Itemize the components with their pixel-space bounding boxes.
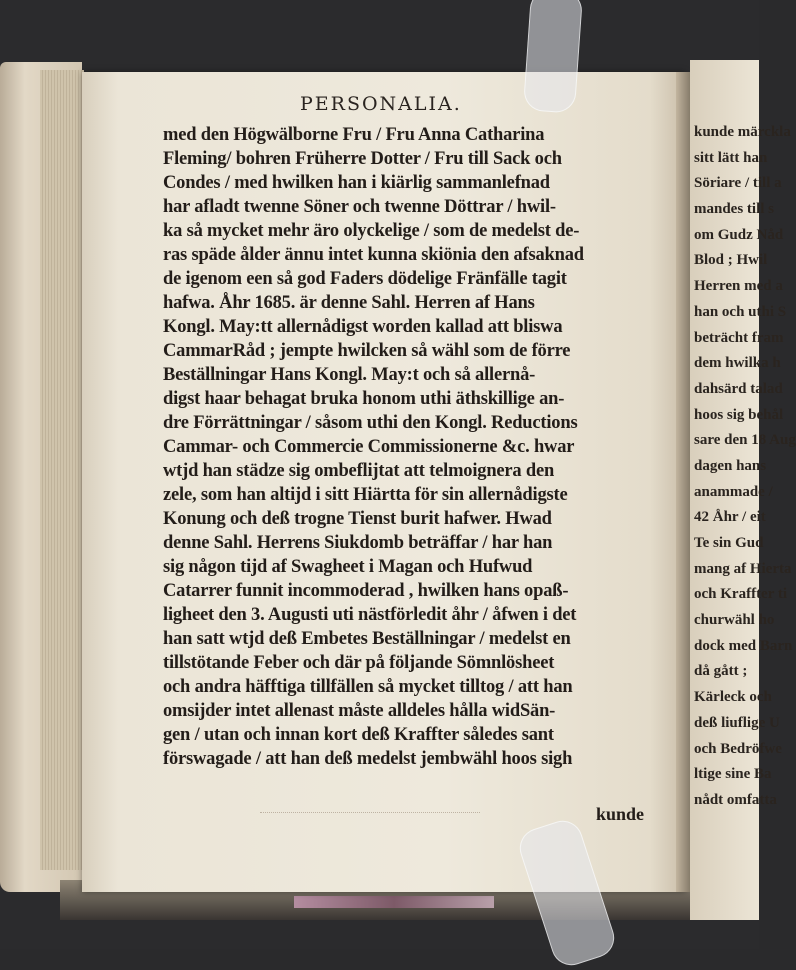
page-body-text <box>163 124 653 772</box>
text-line: Cammar- och Commercie Commissionerne &c. hwar <box>163 437 575 457</box>
text-line: har afladt twenne Söner och twenne Döttrar / hwil- <box>163 197 556 217</box>
text-line: Konung och deß trogne Tienst burit hafwer. Hwad <box>163 509 552 529</box>
facing-line: Herren med a <box>694 278 783 295</box>
text-line: omsijder intet allenast måste alldeles hålla widSän- <box>163 701 556 721</box>
facing-line: dagen hans <box>694 457 767 474</box>
facing-line: ltige sine Ba <box>694 766 772 783</box>
text-line: denne Sahl. Herrens Siukdomb beträffar / har han <box>163 533 553 553</box>
text-line: gen / utan och innan kort deß Kraffter således sant <box>163 725 554 745</box>
text-line: ka så mycket mehr äro olyckelige / som de medelst de- <box>163 221 580 241</box>
cloth-strip <box>294 896 494 908</box>
facing-line: mang af Hierta <box>694 560 792 577</box>
page-stack-edge <box>40 70 84 870</box>
facing-page-text <box>694 120 796 814</box>
facing-line: Söriare / till a <box>694 175 782 192</box>
text-line: wtjd han städze sig ombeflijtat att telmoignera den <box>163 461 555 481</box>
text-line: Fleming/ bohren Früherre Dotter / Fru till Sack och <box>163 149 562 169</box>
text-line: digst haar behagat bruka honom uthi äthskillige an- <box>163 389 565 409</box>
facing-line: Te sin Gud <box>694 535 764 551</box>
facing-line: och Bedröfwe <box>694 740 782 757</box>
text-line: de igenom een så god Faders dödelige Fränfälle tagit <box>163 269 567 289</box>
text-line: han satt wtjd deß Embetes Beställningar / medelst en <box>163 629 571 649</box>
text-line: hafwa. Åhr 1685. är denne Sahl. Herren af Hans <box>163 293 535 313</box>
text-line: Kongl. May:tt allernådigst worden kallad att bliswa <box>163 317 563 337</box>
facing-line: hoos sig behål <box>694 406 784 423</box>
facing-line: Kärleck och <box>694 689 772 706</box>
catchword: kunde <box>596 804 645 824</box>
facing-line: sare den 18 Aug <box>694 432 796 449</box>
facing-line: deß liuflige U <box>694 714 780 731</box>
text-line: sig någon tijd af Swagheet i Magan och Hufwud <box>163 557 533 577</box>
facing-line: churwähl ho <box>694 612 775 629</box>
page-header: PERSONALIA. <box>300 93 462 115</box>
facing-line: då gått ; <box>694 663 748 680</box>
text-line: och andra häfftiga tillfällen så mycket tilltog / att han <box>163 677 573 697</box>
text-line: CammarRåd ; jempte hwilcken så wähl som de förre <box>163 341 571 361</box>
facing-line: nådt omfatta <box>694 791 777 808</box>
facing-line: dahsärd talad <box>694 380 783 397</box>
text-line: dre Förrättningar / såsom uthi den Kongl. Reductions <box>163 413 578 433</box>
text-line: ligheet den 3. Augusti uti nästförledit åhr / åfwen i det <box>163 605 577 625</box>
facing-line: anammade / <box>694 483 773 500</box>
facing-line: mandes till s <box>694 201 775 218</box>
facing-line: om Gudz Nåd <box>694 226 784 243</box>
facing-line: och Kraffter ti <box>694 586 788 603</box>
facing-line: sitt lätt han <box>694 149 768 166</box>
facing-line: kunde märckla <box>694 124 791 140</box>
facing-line: dem hwilka h <box>694 355 781 372</box>
page-foot-marks <box>260 812 480 819</box>
text-line: med den Högwälborne Fru / Fru Anna Catharina <box>163 125 545 145</box>
text-line: förswagade / att han deß medelst jembwähl hoos sigh <box>163 749 573 769</box>
facing-line: Blod ; Hwil <box>694 252 768 269</box>
facing-line: 42 Åhr / eit <box>694 509 766 526</box>
page-clip-top <box>523 0 583 114</box>
text-line: Beställningar Hans Kongl. May:t och så allernå- <box>163 365 536 385</box>
text-line: ras späde ålder ännu intet kunna skiönia den afsaknad <box>163 245 584 265</box>
text-line: Condes / med hwilken han i kiärlig sammanlefnad <box>163 173 550 193</box>
facing-line: beträcht fram <box>694 329 784 346</box>
facing-line: han och uthi S <box>694 303 787 320</box>
text-line: Catarrer funnit incommoderad , hwilken hans opaß- <box>163 581 569 601</box>
text-line: zele, som han altijd i sitt Hiärtta för sin allernådigste <box>163 485 568 505</box>
text-line: tillstötande Feber och där på följande Sömnlösheet <box>163 653 555 673</box>
facing-line: dock med Barn <box>694 637 793 654</box>
